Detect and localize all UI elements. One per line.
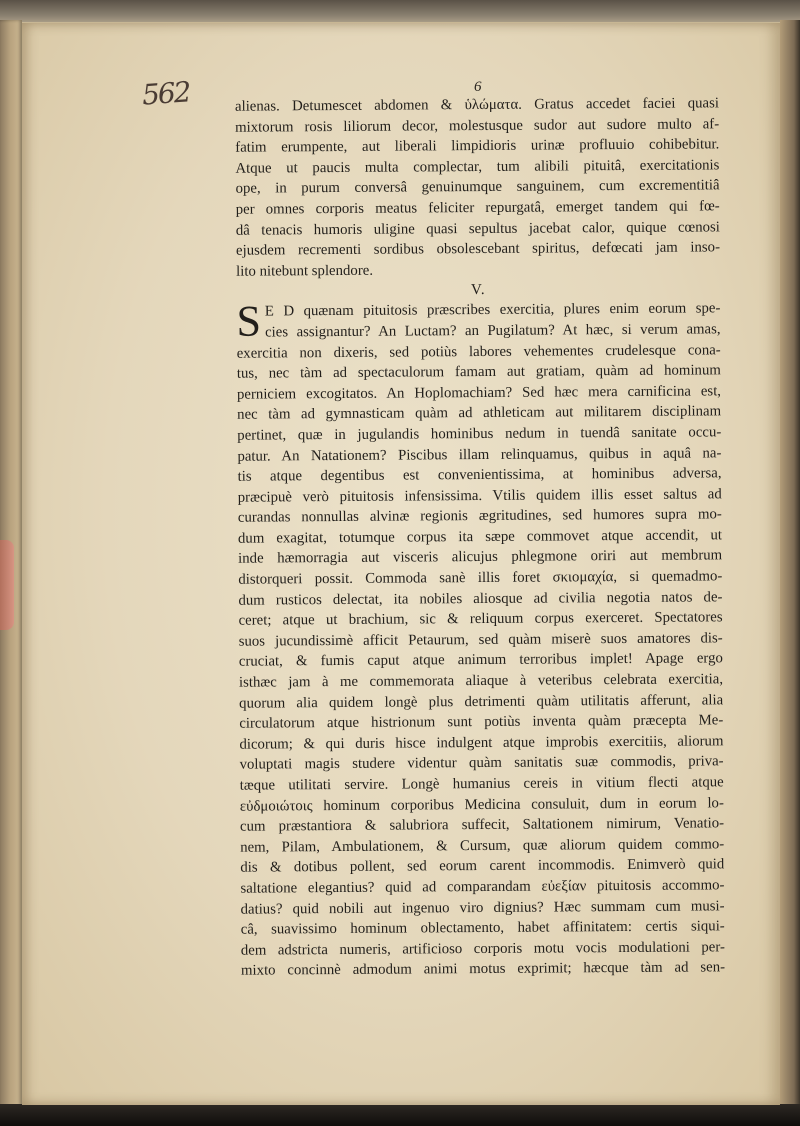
finger-holding-page — [0, 540, 14, 630]
text-line: patur. An Natationem? Piscibus illam relinquamus, quibus in aquâ na- — [237, 444, 722, 465]
text-line: circulatorum atque histrionum sunt potiùs inventa quàm præcepta Me- — [239, 712, 724, 732]
text-line: præcipuè verò pituitosis infensissima. Vtilis quidem illis esset saltus ad — [237, 485, 722, 506]
text-line: dem adstricta numeris, artificioso corporis motu vocis modulationi per- — [240, 939, 725, 959]
text-line: exercitia non dixeris, sed potiùs labores vehementes crudelesque cona- — [236, 341, 721, 362]
text-line: alienas. Detumescet abdomen & ὑλώματα. Gratus accedet faciei quasi — [234, 95, 720, 115]
text-line: cruciat, & fumis caput atque animum terroribus implet! Apage ergo — [238, 650, 723, 671]
text-line: dâ tenacis humoris uligine quasi sepultus jacebat calor, quique cœnosi — [235, 218, 720, 239]
text-line: ejusdem recrementi sordibus obsolescebant spiritus, defœcati jam inso- — [235, 239, 721, 259]
text-line: εὐδμοιώτοις hominum corporibus Medicina consuluit, dum in eorum lo- — [239, 794, 724, 815]
text-line: câ, suavissimo hominum oblectamento, habet affinitatem: certis siqui- — [240, 918, 725, 938]
text-line: Atque ut paucis multa complectar, tum alibili pituitâ, exercitationis — [235, 157, 720, 177]
paragraph-1 — [235, 93, 720, 282]
text-line: dis & dotibus pollent, sed eorum carent incommodis. Enimverò quid — [240, 856, 725, 877]
text-line: saltatione elegantius? quid ad comparandam εὐεξίαν pituitosis accommo- — [240, 877, 725, 897]
page-stack-edge — [780, 20, 800, 1120]
text-line: ope, in purum conversâ genuinumque sanguinem, cum excrementitiâ — [235, 177, 720, 198]
text-line: mixtorum rosis liliorum decor, molestusque sudor aut sudore multo af- — [235, 115, 720, 136]
text-line: inde hæmorragia aut visceris alicujus phlegmone oriri aut membrum — [238, 547, 723, 568]
text-body — [235, 93, 725, 981]
text-line: dicorum; & qui duris hisce indulgent atque improbis exercitiis, aliorum — [239, 733, 724, 753]
book-bottom-edge — [0, 1104, 800, 1126]
section-heading: V. — [470, 282, 486, 299]
text-line: lito nitebunt splendore. — [236, 262, 374, 280]
text-line: nec tàm ad gymnasticam quàm ad athleticam aut militarem disciplinam — [237, 403, 722, 424]
text-line: cum præstantiora & salubriora suffecit, Saltationem nimirum, Venatio- — [239, 815, 725, 835]
text-line: suos jucundissimè afficit Petaurum, sed quàm miserè suos amatores dis- — [238, 630, 723, 650]
text-line: cies assignantur? An Luctam? an Pugilatum? At hæc, si verum amas, — [264, 321, 721, 341]
text-line: isthæc jam à me commemorata aliaque à veteribus celebrata exercitia, — [238, 671, 724, 691]
text-line: tus, nec tàm ad spectaculorum famam aut gratiam, quàm ad hominum — [236, 362, 721, 382]
text-line: datius? quid nobili aut ingenuo viro dignius? Hæc summam cum musi- — [240, 897, 725, 918]
text-line: tis atque degentibus est convenientissima, at hominibus adversa, — [237, 465, 722, 485]
text-line: mixto concinnè admodum animi motus exprimit; hæcque tàm ad sen- — [240, 959, 726, 980]
text-line: curandas nonnullas alvinæ regionis ægritudines, sed humores supra mo- — [237, 506, 722, 526]
paragraph-2 — [236, 296, 726, 982]
text-line: per omnes corporis meatus feliciter repurgatâ, emerget tandem qui fœ- — [235, 198, 720, 218]
text-line: dum rusticos delectat, ita nobiles aliosque ad civilia negotia natos de- — [238, 588, 723, 609]
text-line: quorum alia quidem longè plus detrimenti quàm utilitatis afferunt, alia — [239, 691, 724, 712]
text-line: ceret; atque ut brachium, sic & reliquum corpus exerceret. Spectatores — [238, 609, 723, 629]
text-line: perniciem excogitatos. An Hoplomachiam? Sed hæc mera carnificina est, — [236, 383, 722, 403]
text-line: dum exagitat, totumque corpus ita sæpe commovet atque accendit, ut — [237, 527, 723, 547]
handwritten-folio-number: 562 — [140, 75, 191, 112]
text-line: tæque utilitati servire. Longè humanius cereis in vitium flecti atque — [239, 774, 724, 794]
text-line: pertinet, quæ in jugulandis hominibus nedum in tuendâ sanitate occu- — [237, 424, 722, 444]
text-line: E D quænam pituitosis præscribes exercitia, plures enim eorum spe- — [264, 300, 721, 320]
page-number: 6 — [474, 79, 482, 95]
text-line: distorqueri possit. Commoda sanè illis foret σκιομαχία, si quemadmo- — [238, 568, 723, 588]
drop-capital: S — [236, 296, 262, 347]
book-page — [22, 22, 780, 1105]
text-line: voluptati magis studere videntur quàm sanitatis suæ commodis, priva- — [239, 753, 724, 774]
text-line: fatim erumpente, aut liberali limpidioris urinæ profluuio cohibebitur. — [235, 136, 720, 156]
text-line: nem, Pilam, Ambulationem, & Cursum, quæ aliorum quidem commo- — [240, 836, 725, 856]
